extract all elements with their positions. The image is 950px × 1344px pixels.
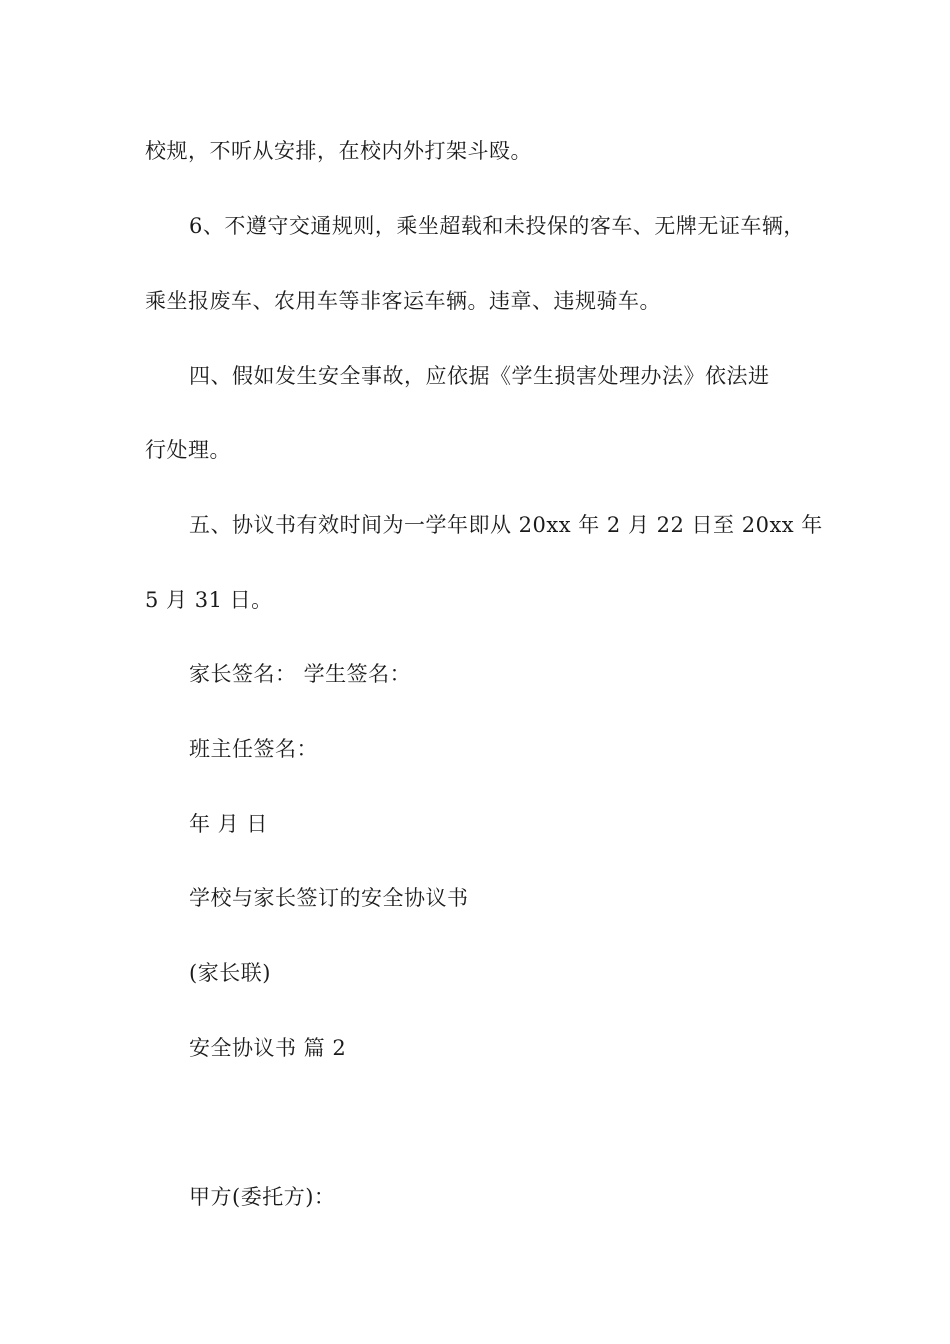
paragraph-line: 6、不遵守交通规则，乘坐超载和未投保的客车、无牌无证车辆，	[189, 214, 805, 238]
paragraph-line: 校规，不听从安排，在校内外打架斗殴。	[145, 139, 532, 163]
subheading-line: (家长联)	[189, 961, 271, 985]
date-line: 年 月 日	[189, 812, 268, 836]
paragraph-line: 五、协议书有效时间为一学年即从 20xx 年 2 月 22 日至 20xx 年	[189, 513, 823, 537]
paragraph-line: 5 月 31 日。	[145, 588, 273, 612]
signature-line: 家长签名： 学生签名：	[189, 662, 412, 686]
party-line: 甲方(委托方)：	[189, 1185, 336, 1209]
section-title: 安全协议书 篇 2	[189, 1036, 347, 1060]
paragraph-line: 乘坐报废车、农用车等非客运车辆。违章、违规骑车。	[145, 289, 661, 313]
signature-line: 班主任签名：	[189, 737, 318, 761]
paragraph-line: 四、假如发生安全事故，应依据《学生损害处理办法》依法进	[189, 364, 770, 388]
heading-line: 学校与家长签订的安全协议书	[189, 886, 469, 910]
paragraph-line: 行处理。	[145, 438, 231, 462]
